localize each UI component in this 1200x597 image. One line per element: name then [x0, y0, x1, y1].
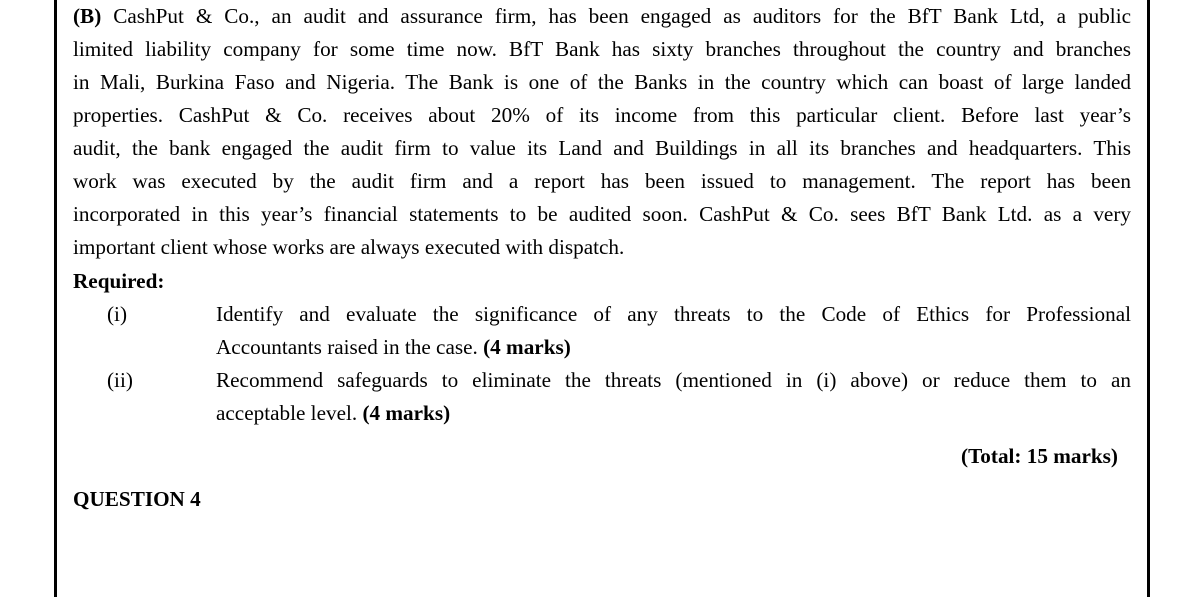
- requirement-item-ii: [73, 364, 1131, 430]
- required-heading: Required:: [73, 269, 165, 293]
- item-number: (ii): [107, 368, 133, 392]
- question-content: [73, 0, 1131, 516]
- item-marks: (4 marks): [362, 401, 451, 425]
- total-marks: (Total: 15 marks): [961, 444, 1118, 468]
- paragraph-line: audit, the bank engaged the audit firm to value its Land and Buildings in all its branches and headquarters. This: [73, 136, 1131, 160]
- paragraph-line: in Mali, Burkina Faso and Nigeria. The Bank is one of the Banks in the country which can boast of large landed: [73, 70, 1131, 94]
- item-text-line: Identify and evaluate the significance of any threats to the Code of Ethics for Professional: [216, 302, 1131, 326]
- paragraph-line: work was executed by the audit firm and a report has been issued to management. The report has been: [73, 169, 1131, 193]
- item-text-line: Recommend safeguards to eliminate the threats (mentioned in (i) above) or reduce them to an: [216, 368, 1131, 392]
- paragraph-line: (B) CashPut & Co., an audit and assurance firm, has been engaged as auditors for the BfT Bank Ltd, a public: [73, 4, 1131, 28]
- paragraph-line: properties. CashPut & Co. receives about 20% of its income from this particular client. Before last year’s: [73, 103, 1131, 127]
- paragraph-line: incorporated in this year’s financial statements to be audited soon. CashPut & Co. sees BfT Bank Ltd. as a very: [73, 202, 1131, 226]
- item-text-line: acceptable level. (4 marks): [216, 401, 451, 425]
- case-paragraph: [73, 0, 1131, 264]
- item-marks: (4 marks): [483, 335, 571, 359]
- section-label: (B): [73, 4, 102, 28]
- next-question-heading: QUESTION 4: [73, 487, 201, 511]
- requirement-item-i: [73, 298, 1131, 364]
- paragraph-line: important client whose works are always executed with dispatch.: [73, 235, 625, 259]
- item-number: (i): [107, 302, 127, 326]
- item-text-line: Accountants raised in the case. (4 marks): [216, 335, 571, 359]
- paragraph-line: limited liability company for some time now. BfT Bank has sixty branches throughout the country and branches: [73, 37, 1131, 61]
